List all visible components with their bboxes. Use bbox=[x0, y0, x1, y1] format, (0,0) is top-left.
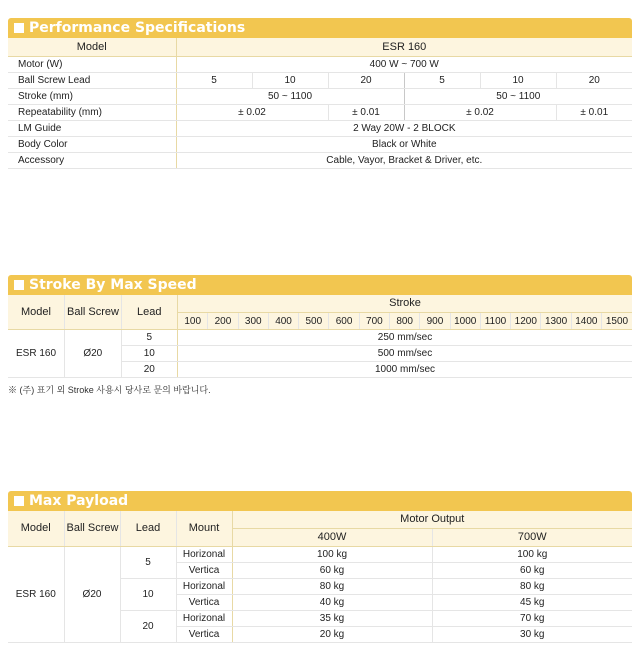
row-label: Repeatability (mm) bbox=[8, 105, 176, 121]
payload-700w-cell: 45 kg bbox=[432, 595, 632, 611]
stroke-value-header: 600 bbox=[329, 313, 359, 330]
stroke-table bbox=[8, 295, 632, 378]
lead-cell: 10 bbox=[121, 346, 178, 362]
mount-cell: Horizonal bbox=[176, 579, 232, 595]
model-cell: ESR 160 bbox=[8, 330, 65, 378]
ball-screw-cell: Ø20 bbox=[64, 547, 120, 643]
lead-cell: 10 bbox=[120, 579, 176, 611]
payload-700w-cell: 80 kg bbox=[432, 579, 632, 595]
performance-title-text: Performance Specifications bbox=[29, 20, 246, 36]
row-value: Cable, Vayor, Bracket & Driver, etc. bbox=[176, 153, 632, 169]
ball-screw-cell: Ø20 bbox=[65, 330, 122, 378]
row-value: 10 bbox=[480, 73, 556, 89]
row-value: Black or White bbox=[176, 137, 632, 153]
stroke-value-header: 400 bbox=[268, 313, 298, 330]
stroke-value-header: 200 bbox=[208, 313, 238, 330]
table-header-row bbox=[8, 38, 632, 57]
mount-cell: Vertica bbox=[176, 595, 232, 611]
stroke-value-header: 900 bbox=[420, 313, 450, 330]
stroke-value-header: 1100 bbox=[480, 313, 510, 330]
model-cell: ESR 160 bbox=[8, 547, 64, 643]
row-value: 400 W ~ 700 W bbox=[176, 57, 632, 73]
table-header-row bbox=[8, 295, 632, 313]
payload-title-text: Max Payload bbox=[29, 493, 129, 509]
table-row bbox=[8, 73, 632, 89]
row-value: ± 0.01 bbox=[556, 105, 632, 121]
lead-cell: 20 bbox=[120, 611, 176, 643]
payload-700w-cell: 100 kg bbox=[432, 547, 632, 563]
header-ball-screw: Ball Screw bbox=[64, 511, 120, 547]
table-header-row bbox=[8, 511, 632, 529]
row-value: ± 0.01 bbox=[328, 105, 404, 121]
payload-table bbox=[8, 511, 632, 643]
speed-cell: 500 mm/sec bbox=[178, 346, 632, 362]
row-value: 20 bbox=[556, 73, 632, 89]
payload-400w-cell: 20 kg bbox=[232, 627, 432, 643]
table-row bbox=[8, 137, 632, 153]
stroke-value-header: 1400 bbox=[571, 313, 601, 330]
payload-400w-cell: 60 kg bbox=[232, 563, 432, 579]
stroke-section bbox=[8, 275, 632, 396]
speed-cell: 250 mm/sec bbox=[178, 330, 632, 346]
mount-cell: Vertica bbox=[176, 627, 232, 643]
row-label: Ball Screw Lead bbox=[8, 73, 176, 89]
square-bullet-icon bbox=[14, 23, 24, 33]
header-model: Model bbox=[8, 38, 176, 57]
row-value: 50 ~ 1100 bbox=[404, 89, 632, 105]
stroke-value-header: 700 bbox=[359, 313, 389, 330]
stroke-value-header: 1500 bbox=[601, 313, 632, 330]
lead-cell: 5 bbox=[121, 330, 178, 346]
header-model: Model bbox=[8, 295, 65, 330]
payload-title bbox=[8, 491, 632, 511]
stroke-value-header: 800 bbox=[390, 313, 420, 330]
row-value: 5 bbox=[404, 73, 480, 89]
stroke-title-text: Stroke By Max Speed bbox=[29, 277, 197, 293]
table-row bbox=[8, 57, 632, 73]
stroke-value-header: 1300 bbox=[541, 313, 571, 330]
payload-700w-cell: 60 kg bbox=[432, 563, 632, 579]
lead-cell: 5 bbox=[120, 547, 176, 579]
row-label: LM Guide bbox=[8, 121, 176, 137]
payload-400w-cell: 35 kg bbox=[232, 611, 432, 627]
header-ball-screw: Ball Screw bbox=[65, 295, 122, 330]
table-row bbox=[8, 153, 632, 169]
header-motor-output: Motor Output bbox=[232, 511, 632, 529]
row-label: Body Color bbox=[8, 137, 176, 153]
payload-700w-cell: 30 kg bbox=[432, 627, 632, 643]
header-lead: Lead bbox=[121, 295, 178, 330]
stroke-value-header: 100 bbox=[178, 313, 208, 330]
row-value: 5 bbox=[176, 73, 252, 89]
stroke-note: ※ (주) 표기 외 Stroke 사용시 당사로 문의 바랍니다. bbox=[8, 385, 211, 395]
square-bullet-icon bbox=[14, 496, 24, 506]
header-400w: 400W bbox=[232, 529, 432, 547]
table-row bbox=[8, 89, 632, 105]
stroke-value-header: 1000 bbox=[450, 313, 480, 330]
mount-cell: Horizonal bbox=[176, 611, 232, 627]
square-bullet-icon bbox=[14, 280, 24, 290]
lead-cell: 20 bbox=[121, 362, 178, 378]
row-value: 2 Way 20W - 2 BLOCK bbox=[176, 121, 632, 137]
row-value: ± 0.02 bbox=[404, 105, 556, 121]
speed-cell: 1000 mm/sec bbox=[178, 362, 632, 378]
row-value: 20 bbox=[328, 73, 404, 89]
stroke-title bbox=[8, 275, 632, 295]
table-row bbox=[8, 547, 632, 563]
payload-400w-cell: 100 kg bbox=[232, 547, 432, 563]
header-mount: Mount bbox=[176, 511, 232, 547]
row-value: ± 0.02 bbox=[176, 105, 328, 121]
header-lead: Lead bbox=[120, 511, 176, 547]
header-700w: 700W bbox=[432, 529, 632, 547]
row-value: 50 ~ 1100 bbox=[176, 89, 404, 105]
row-label: Motor (W) bbox=[8, 57, 176, 73]
table-row bbox=[8, 330, 632, 346]
performance-title bbox=[8, 18, 632, 38]
stroke-value-header: 300 bbox=[238, 313, 268, 330]
table-row bbox=[8, 105, 632, 121]
mount-cell: Horizonal bbox=[176, 547, 232, 563]
payload-section bbox=[8, 491, 632, 643]
payload-400w-cell: 40 kg bbox=[232, 595, 432, 611]
row-label: Accessory bbox=[8, 153, 176, 169]
payload-400w-cell: 80 kg bbox=[232, 579, 432, 595]
row-value: 10 bbox=[252, 73, 328, 89]
header-model: Model bbox=[8, 511, 64, 547]
payload-700w-cell: 70 kg bbox=[432, 611, 632, 627]
header-model-value: ESR 160 bbox=[176, 38, 632, 57]
performance-section bbox=[8, 18, 632, 169]
performance-table bbox=[8, 38, 632, 169]
stroke-value-header: 1200 bbox=[511, 313, 541, 330]
mount-cell: Vertica bbox=[176, 563, 232, 579]
header-stroke: Stroke bbox=[178, 295, 632, 313]
row-label: Stroke (mm) bbox=[8, 89, 176, 105]
stroke-value-header: 500 bbox=[299, 313, 329, 330]
table-row bbox=[8, 121, 632, 137]
